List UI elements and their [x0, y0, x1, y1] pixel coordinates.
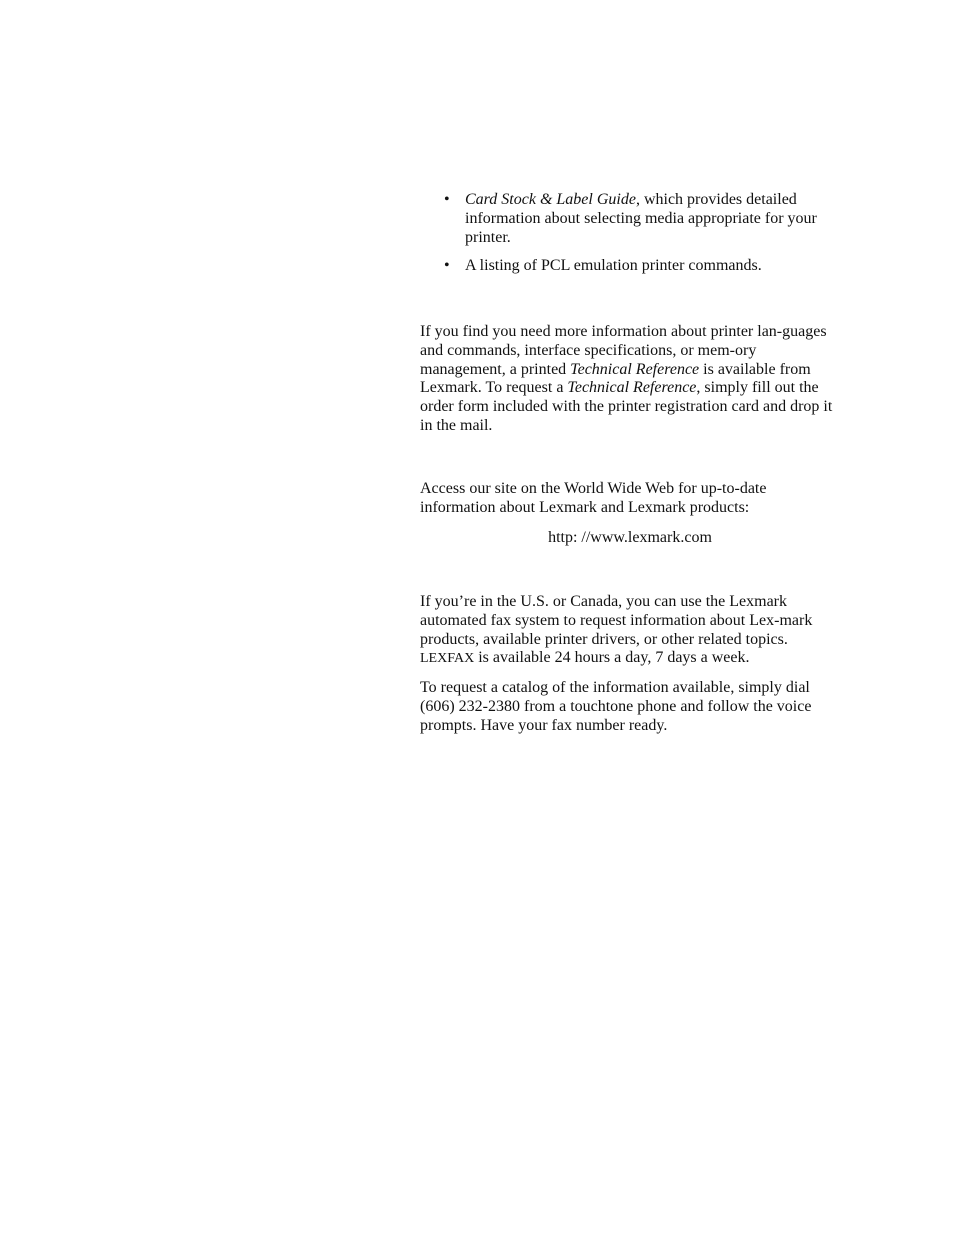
web-paragraph: Access our site on the World Wide Web for up-to-date information about Lexmark and Lexmark products:	[420, 480, 767, 516]
technical-reference-text-1: If you find you need more information about printer lan-guages and commands, interface specifications, or mem-ory management, a printed	[420, 323, 827, 378]
fax-paragraph	[420, 593, 840, 669]
list-item	[444, 257, 840, 276]
resource-bullet-list	[444, 191, 840, 286]
card-stock-guide-description: , which provides detailed information about selecting media appropriate for your printer.	[465, 191, 817, 246]
technical-reference-title: Technical Reference	[567, 379, 697, 397]
bullet-icon: •	[444, 191, 450, 208]
pcl-commands-description: A listing of PCL emulation printer commands.	[465, 257, 762, 275]
fax-text-2: is available 24 hours a day, 7 days a week.	[474, 649, 750, 667]
card-stock-guide-title: Card Stock & Label Guide	[465, 191, 636, 208]
technical-reference-title: Technical Reference	[570, 360, 700, 378]
bullet-icon: •	[444, 257, 450, 275]
technical-reference-text-2: is available from Lexmark. To request a	[420, 360, 811, 397]
technical-reference-text-3: , simply fill out the order form included with the printer registration card and drop it in the mail.	[420, 379, 833, 434]
fax-catalog-paragraph: To request a catalog of the information available, simply dial (606) 232-2380 from a touchtone phone and follow the voice prompts. Have your fax number ready.	[420, 679, 812, 734]
fax-text-1: If you’re in the U.S. or Canada, you can use the Lexmark automated fax system to request information about Lex-mark products, available printer drivers, or other related topics.	[420, 593, 813, 648]
list-item	[444, 191, 840, 247]
technical-reference-paragraph	[420, 323, 840, 436]
lexfax-name: LEXFAX	[420, 651, 475, 667]
web-url: http: //www.lexmark.com	[548, 529, 712, 546]
